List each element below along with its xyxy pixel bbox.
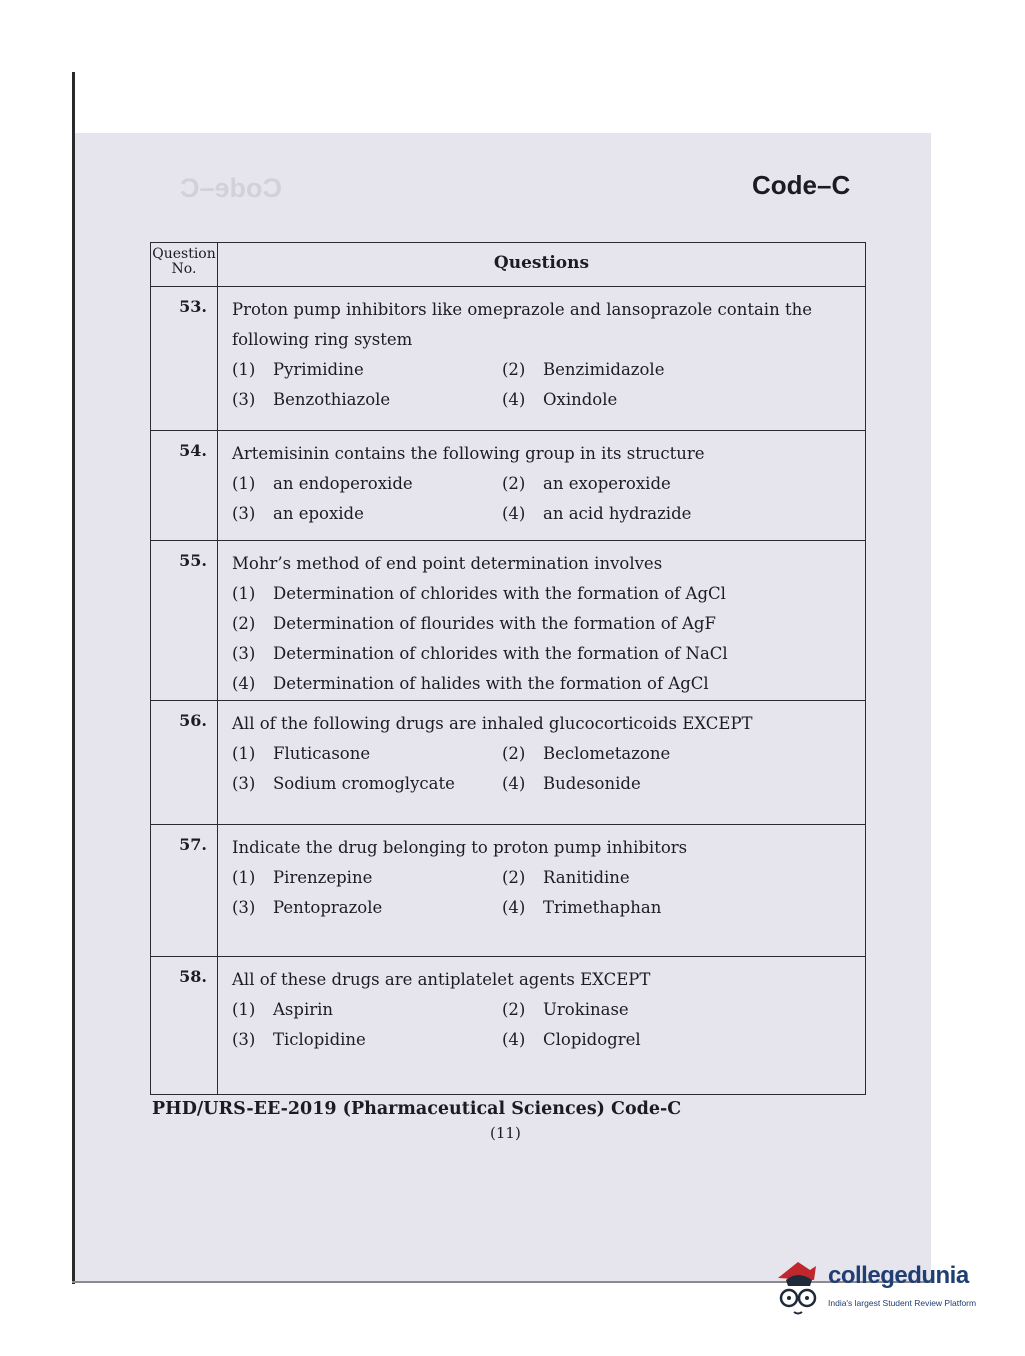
option: (3) Ticlopidine <box>232 1030 366 1049</box>
column-header-question-no: Question No. <box>151 243 218 287</box>
option: (1) an endoperoxide <box>232 474 413 493</box>
option: (4) Oxindole <box>502 390 618 409</box>
option: (4) Determination of halides with the formation of AgCl <box>232 674 709 693</box>
question-stem: Proton pump inhibitors like omeprazole and lansoprazole contain the following ring system <box>232 300 812 349</box>
column-header-questions: Questions <box>218 243 866 287</box>
option: (3) Determination of chlorides with the formation of NaCl <box>232 644 728 663</box>
option: (1) Determination of chlorides with the formation of AgCl <box>232 584 726 603</box>
question-stem: All of these drugs are antiplatelet agents EXCEPT <box>232 970 651 989</box>
option: (2) Benzimidazole <box>502 360 665 379</box>
question-stem: Indicate the drug belonging to proton pump inhibitors <box>232 838 688 857</box>
option: (1) Aspirin <box>232 1000 334 1019</box>
brand-tagline: India's largest Student Review Platform <box>828 1298 977 1308</box>
question-number: 55. <box>151 541 218 701</box>
question-row <box>151 957 866 1095</box>
footer-exam-title: PHD/URS-EE-2019 (Pharmaceutical Sciences) Code-C <box>152 1099 682 1119</box>
option: (1) Pyrimidine <box>232 360 364 379</box>
option: (3) Pentoprazole <box>232 898 383 917</box>
question-number: 56. <box>151 701 218 825</box>
question-stem: Artemisinin contains the following group in its structure <box>232 444 705 463</box>
option: (4) an acid hydrazide <box>502 504 692 523</box>
option: (3) Benzothiazole <box>232 390 391 409</box>
option: (2) Beclometazone <box>502 744 671 763</box>
question-number: 54. <box>151 431 218 541</box>
question-number: 57. <box>151 825 218 957</box>
option: (2) Ranitidine <box>502 868 630 887</box>
question-stem: Mohr’s method of end point determination involves <box>232 554 663 573</box>
option: (4) Clopidogrel <box>502 1030 641 1049</box>
option: (2) Determination of flourides with the formation of AgF <box>232 614 716 633</box>
question-table <box>150 242 866 1095</box>
option: (2) an exoperoxide <box>502 474 671 493</box>
option: (3) an epoxide <box>232 504 364 523</box>
question-stem: All of the following drugs are inhaled glucocorticoids EXCEPT <box>232 714 753 733</box>
option: (2) Urokinase <box>502 1000 629 1019</box>
question-row <box>151 541 866 701</box>
question-number: 53. <box>151 287 218 431</box>
student-mascot-icon <box>770 1256 826 1316</box>
option: (3) Sodium cromoglycate <box>232 774 455 793</box>
option: (1) Pirenzepine <box>232 868 373 887</box>
question-row <box>151 287 866 431</box>
bleed-through-code: Code–C <box>180 173 283 203</box>
question-row <box>151 825 866 957</box>
collegedunia-watermark <box>770 1256 1000 1316</box>
page-number: (11) <box>490 1124 521 1142</box>
question-row <box>151 701 866 825</box>
paper-code: Code–C <box>752 170 851 200</box>
question-number: 58. <box>151 957 218 1095</box>
question-row <box>151 431 866 541</box>
brand-name: collegedunia <box>828 1262 969 1289</box>
option: (1) Fluticasone <box>232 744 371 763</box>
option: (4) Budesonide <box>502 774 641 793</box>
option: (4) Trimethaphan <box>502 898 662 917</box>
